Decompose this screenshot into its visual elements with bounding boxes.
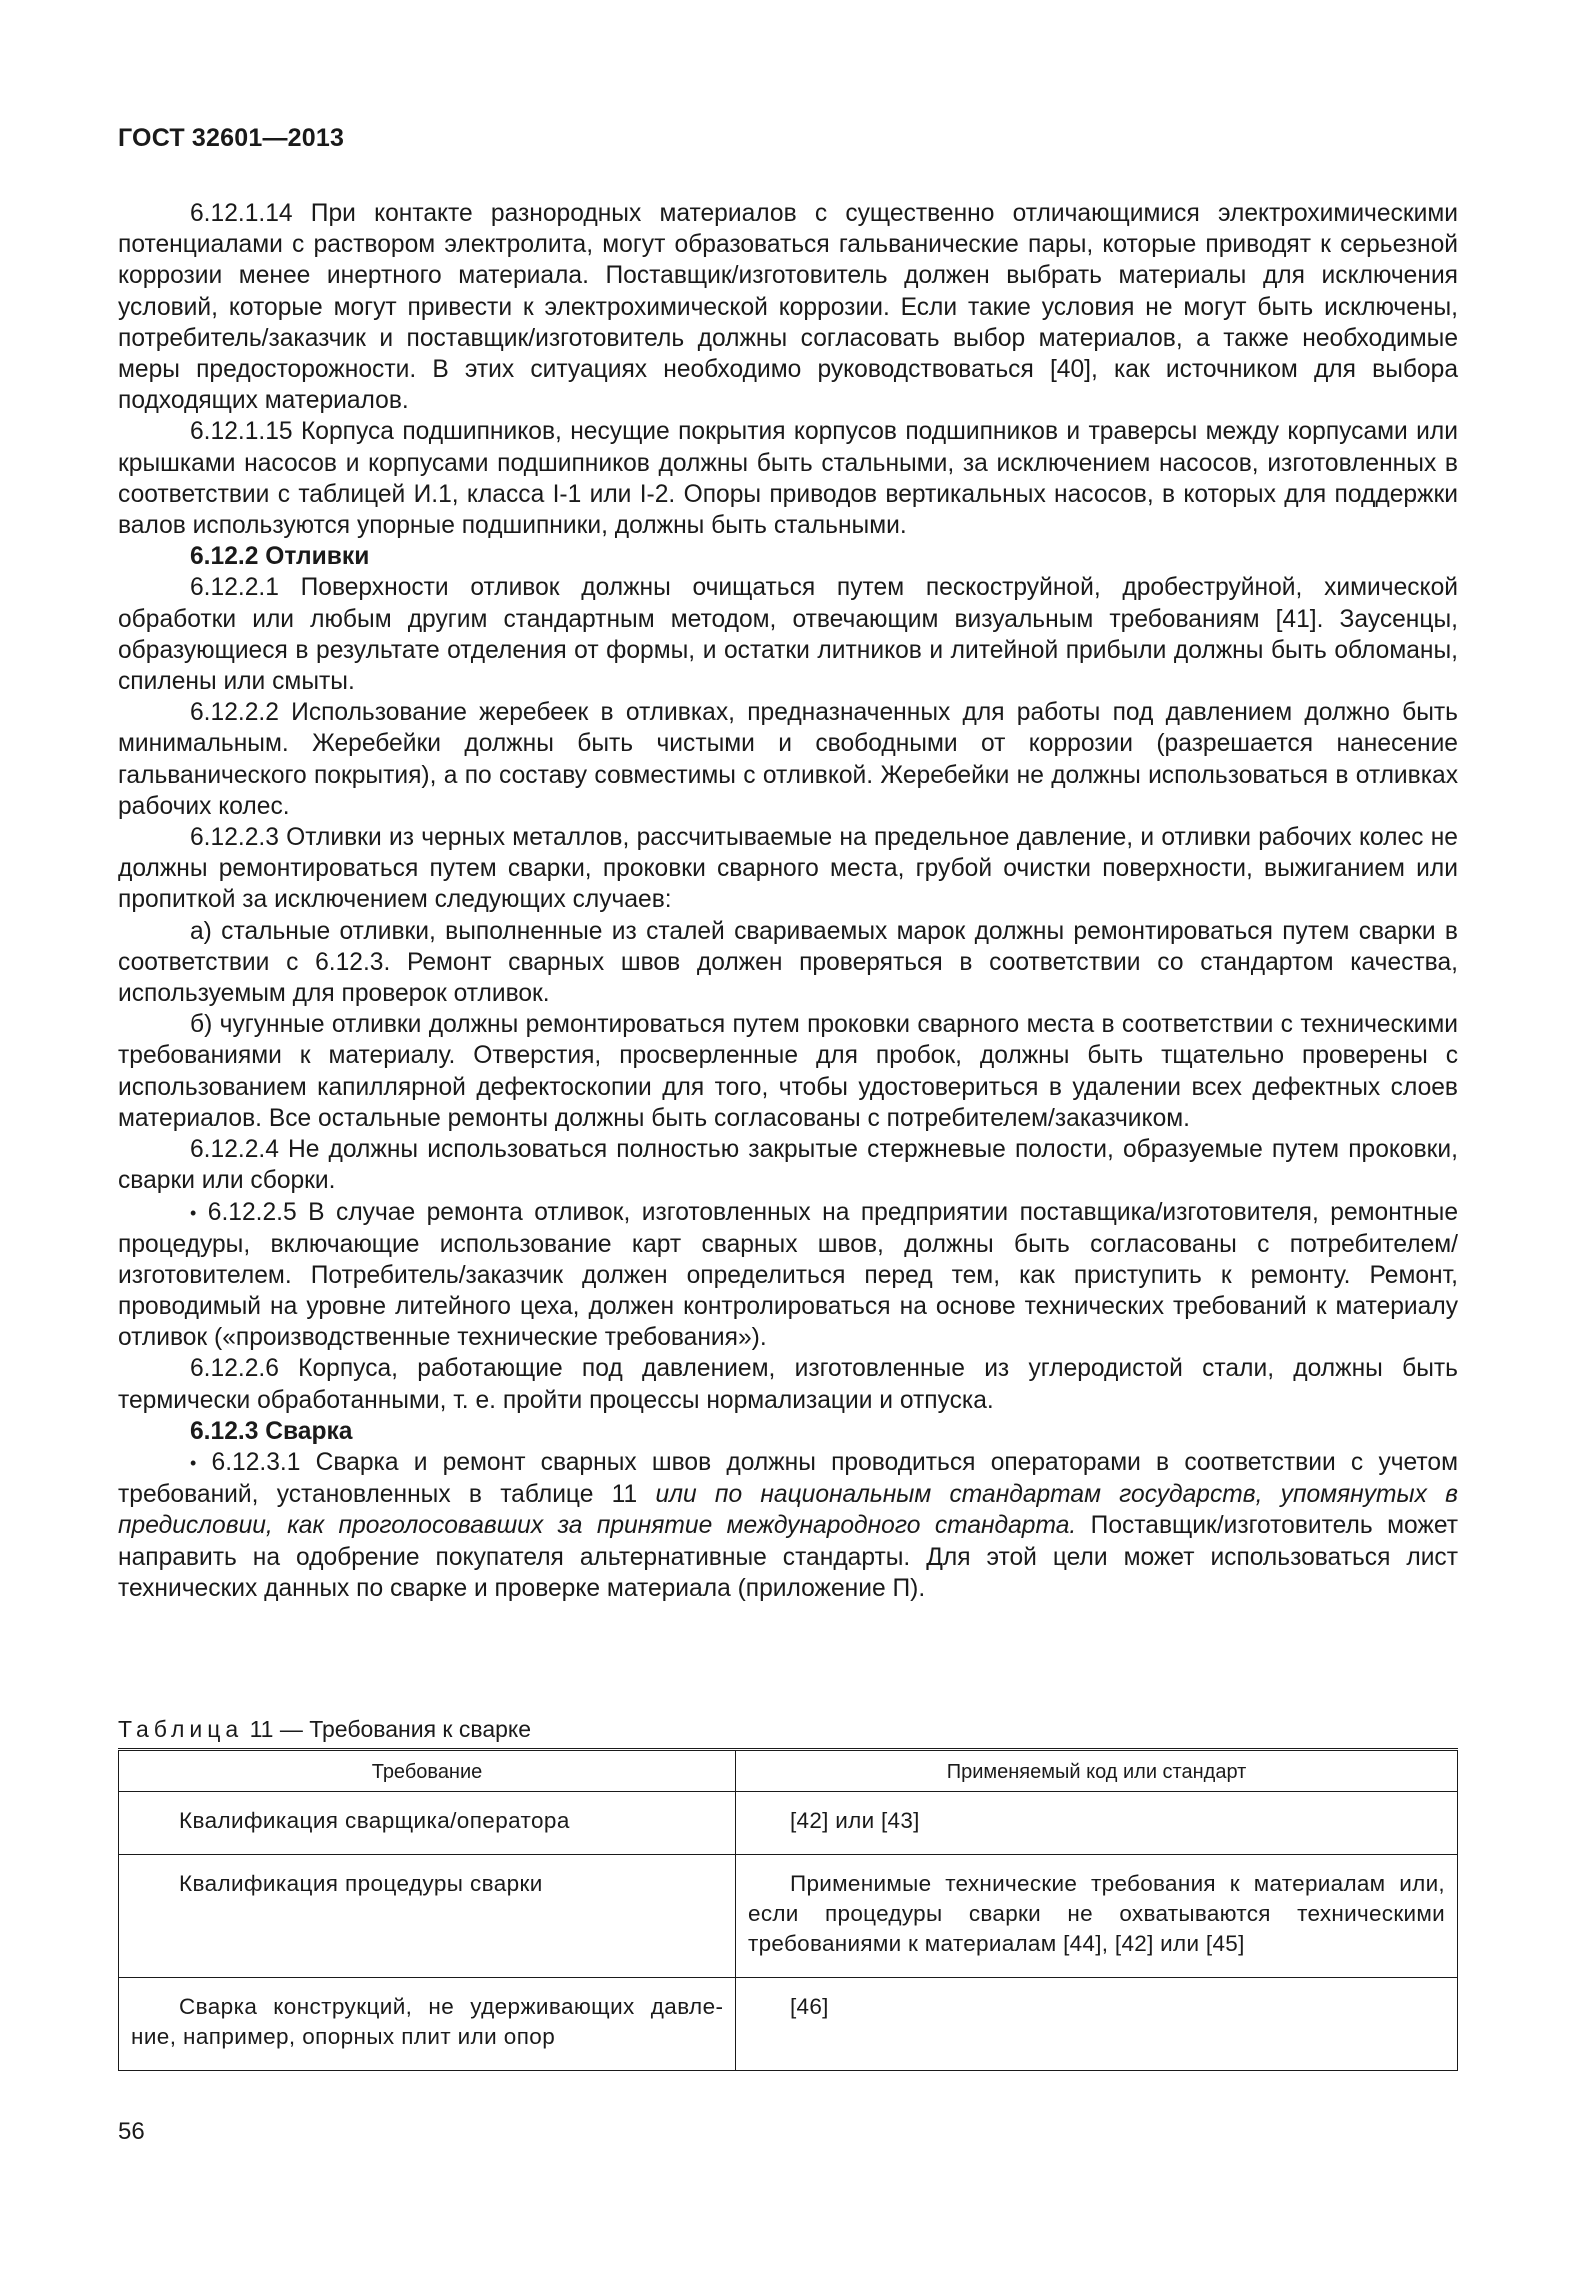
section-heading-castings: 6.12.2 Отливки	[190, 543, 370, 571]
table-cell-standard: Применимые технические требования к материалам или, если процедуры сварки не охватываются техническими требованиями к материалам [44], [42] или [45]	[736, 1855, 1458, 1978]
table-header-row	[119, 1750, 1458, 1792]
paragraph-6-12-2-3: 6.12.2.3 Отливки из черных металлов, рассчитываемые на предельное давление, и отливки рабочих колес не должны ремонтироваться путем сварки, проковки сварного места, грубой очистки поверхности, выжиганием или пропиткой за исключением следующих случаев:	[118, 824, 1458, 914]
table-cell-requirement: Квалификация процедуры сварки	[119, 1855, 736, 1978]
table-caption-word: Таблица	[118, 1716, 244, 1742]
bullet-marker: •	[190, 1202, 197, 1223]
paragraph-6-12-1-15: 6.12.1.15 Корпуса подшипников, несущие покрытия корпусов подшипников и траверсы между корпусами или крышками насосов и корпусами подшипников должны быть стальными, за исключением насосов, изготовленных в соответствии с таблицей И.1, класса I-1 или I-2. Опоры приводов вертикальных насосов, в которых для поддержки валов используются упорные подшипники, должны быть стальными.	[118, 418, 1458, 540]
paragraph-6-12-3-1-text: 6.12.3.1 Сварка и ремонт сварных швов должны проводиться операторами в соответствии с учетом требований, установленных в таблице 11	[118, 1449, 1458, 1509]
paragraph-6-12-1-14: 6.12.1.14 При контакте разнородных материалов с существенно отличающимися электрохимическими потенциалами с раствором электролита, могут образоваться гальванические пары, которые приводят к серьезной коррозии менее инертного материала. Поставщик/изготовитель должен выбрать материалы для исключения условий, которые могут привести к электрохимической коррозии. Если такие условия не могут быть исключены, потребитель/заказчик и поставщик/изготовитель должны согласовать выбор материалов, а также необходимые меры предосторожности. В этих ситуациях необходимо руководствоваться [40], как источником для выбора подходящих материалов.	[118, 200, 1458, 415]
list-item-b: б) чугунные отливки должны ремонтироваться путем проковки сварного места в соответствии с техническими требованиями к материалу. Отверстия, просверленные для пробок, должны быть тщательно проверены с использованием капиллярной дефектоскопии для того, чтобы удостовериться в удалении всех дефектных слоев материалов. Все остальные ремонты должны быть согласованы с потребителем/заказчиком.	[118, 1011, 1458, 1132]
table-caption	[118, 1715, 531, 1743]
table-caption-rest: 11 — Требования к сварке	[243, 1716, 532, 1742]
paragraph-6-12-3-1-italic: или по национальным стандартам государств, упомянутых в предисловии, как проголосовавших за принятие международного стандарта.	[118, 1481, 1458, 1540]
table-cell-requirement: Квалификация сварщика/оператора	[119, 1792, 736, 1855]
table-header-standard: Применяемый код или стандарт	[736, 1750, 1458, 1792]
table-row	[119, 1855, 1458, 1978]
table-row	[119, 1792, 1458, 1855]
page-number: 56	[118, 2118, 145, 2145]
table-row	[119, 1978, 1458, 2071]
paragraph-6-12-2-5-text: 6.12.2.5 В случае ремонта отливок, изготовленных на предприятии поставщика/изготовителя, ремонтные процедуры, включающие использование карт сварных швов, должны быть согласованы с потребителем/изготовителем. Потребитель/заказчик должен определиться перед тем, как приступить к ремонту. Ремонт, проводимый на уровне литейного цеха, должен контролироваться на основе технических требований к материалу отливок («производственные технические требования»).	[118, 1198, 1458, 1352]
body-text	[118, 198, 1458, 1604]
paragraph-6-12-2-5	[118, 1197, 1458, 1354]
section-heading-welding: 6.12.3 Сварка	[190, 1417, 353, 1445]
document-header: ГОСТ 32601—2013	[118, 124, 345, 152]
paragraph-6-12-2-2: 6.12.2.2 Использование жеребеек в отливках, предназначенных для работы под давлением должно быть минимальным. Жеребейки должны быть чистыми и свободными от коррозии (разрешается нанесение гальванического покрытия), а по составу совместимы с отливкой. Жеребейки не должны использоваться в отливках рабочих колес.	[118, 699, 1458, 820]
bullet-marker: •	[190, 1452, 197, 1473]
list-item-a: а) стальные отливки, выполненные из сталей свариваемых марок должны ремонтироваться путем сварки в соответствии с 6.12.3. Ремонт сварных швов должен проверяться в соответствии со стандартом качества, используемым для проверок отливок.	[118, 917, 1458, 1008]
table-cell-standard: [42] или [43]	[736, 1792, 1458, 1855]
paragraph-6-12-2-6: 6.12.2.6 Корпуса, работающие под давлением, изготовленные из углеродистой стали, должны быть термически обработанными, т. е. пройти процессы нормализации и отпуска.	[118, 1355, 1458, 1414]
table-cell-requirement: Сварка конструкций, не удерживающих давление, например, опорных плит или опор	[119, 1978, 736, 2071]
paragraph-6-12-3-1	[118, 1447, 1458, 1604]
table-cell-standard: [46]	[736, 1978, 1458, 2071]
table-header-requirement: Требование	[119, 1750, 736, 1792]
paragraph-6-12-2-4: 6.12.2.4 Не должны использоваться полностью закрытые стержневые полости, образуемые путем проковки, сварки или сборки.	[118, 1136, 1458, 1195]
paragraph-6-12-2-1: 6.12.2.1 Поверхности отливок должны очищаться путем пескоструйной, дробеструйной, химической обработки или любым другим стандартным методом, отвечающим визуальным требованиям [41]. Заусенцы, образующиеся в результате отделения от формы, и остатки литников и литейной прибыли должны быть обломаны, спилены или смыты.	[118, 574, 1458, 696]
paragraph-6-12-3-1-tail: Поставщик/изготовитель может направить на одобрение покупателя альтернативные стандарты. Для этой цели может использоваться лист технических данных по сварке и проверке материала (приложение П).	[118, 1512, 1458, 1602]
welding-requirements-table	[118, 1748, 1458, 2071]
